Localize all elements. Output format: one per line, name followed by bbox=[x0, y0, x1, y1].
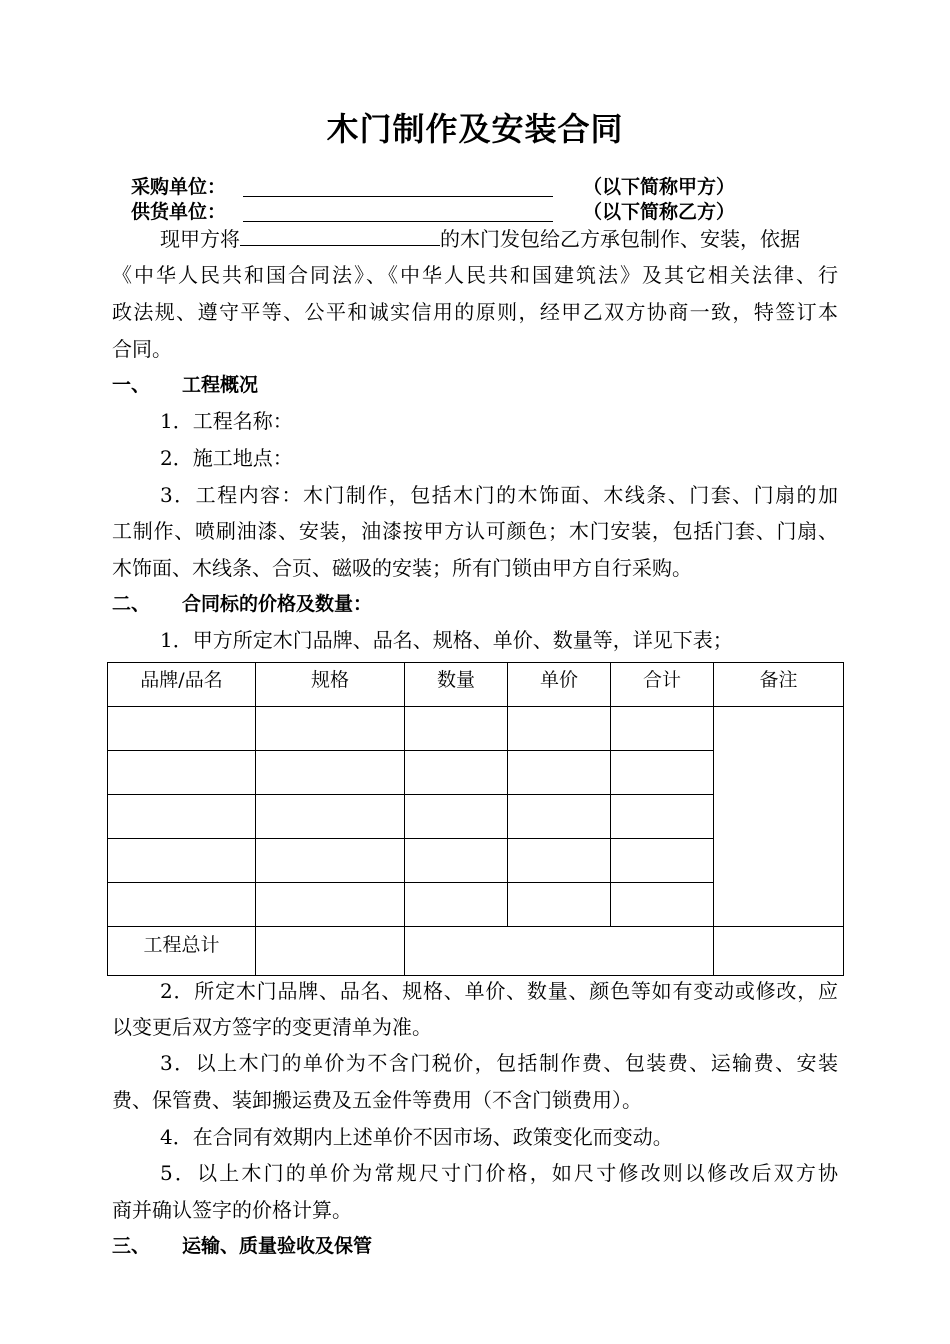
s2-item-5-line-1: 5．以上木门的单价为常规尺寸门价格，如尺寸修改则以修改后双方协 bbox=[160, 1161, 838, 1185]
price-table bbox=[107, 662, 844, 976]
header-brand: 品牌/品名 bbox=[108, 663, 256, 707]
table-cell[interactable] bbox=[108, 795, 256, 839]
s2-item-3-line-2: 费、保管费、装卸搬运费及五金件等费用（不含门锁费用）。 bbox=[112, 1088, 642, 1112]
table-cell[interactable] bbox=[405, 839, 508, 883]
buyer-suffix: （以下简称甲方） bbox=[583, 176, 736, 198]
s1-item-3-line-3: 木饰面、木线条、合页、磁吸的安装；所有门锁由甲方自行采购。 bbox=[112, 556, 692, 580]
buyer-line bbox=[131, 174, 831, 200]
table-cell[interactable] bbox=[256, 707, 405, 751]
header-subtotal: 合计 bbox=[611, 663, 714, 707]
buyer-blank bbox=[243, 196, 553, 197]
s2-item-3-line-1: 3．以上木门的单价为不含门税价，包括制作费、包装费、运输费、安装 bbox=[160, 1051, 838, 1075]
section-3-title: 运输、质量验收及保管 bbox=[182, 1235, 373, 1257]
remarks-cell[interactable] bbox=[714, 707, 844, 927]
total-remarks-cell[interactable] bbox=[714, 927, 844, 976]
table-cell[interactable] bbox=[256, 751, 405, 795]
supplier-blank bbox=[243, 221, 553, 222]
header-spec: 规格 bbox=[256, 663, 405, 707]
s2-item-2-line-1: 2．所定木门品牌、品名、规格、单价、数量、颜色等如有变动或修改，应 bbox=[160, 979, 838, 1003]
table-cell[interactable] bbox=[108, 883, 256, 927]
s1-item-1: 1．工程名称： bbox=[160, 409, 293, 433]
total-cell[interactable] bbox=[256, 927, 405, 976]
intro-line-4: 合同。 bbox=[112, 337, 172, 361]
header-quantity: 数量 bbox=[405, 663, 508, 707]
table-cell[interactable] bbox=[611, 883, 714, 927]
header-remarks: 备注 bbox=[714, 663, 844, 707]
s2-item-2-line-2: 以变更后双方签字的变更清单为准。 bbox=[112, 1015, 432, 1039]
buyer-label: 采购单位： bbox=[131, 176, 227, 198]
table-cell[interactable] bbox=[611, 839, 714, 883]
table-cell[interactable] bbox=[611, 707, 714, 751]
section-2-number: 二、 bbox=[112, 593, 151, 615]
document-title: 木门制作及安装合同 bbox=[326, 110, 624, 148]
section-3-number: 三、 bbox=[112, 1235, 151, 1257]
table-cell[interactable] bbox=[508, 883, 611, 927]
intro-line-1 bbox=[160, 225, 800, 252]
intro-line-3: 政法规、遵守平等、公平和诚实信用的原则，经甲乙双方协商一致，特签订本 bbox=[112, 300, 838, 324]
s2-item-1: 1．甲方所定木门品牌、品名、规格、单价、数量等，详见下表； bbox=[160, 628, 733, 652]
s2-item-4: 4．在合同有效期内上述单价不因市场、政策变化而变动。 bbox=[160, 1125, 673, 1149]
supplier-suffix: （以下简称乙方） bbox=[583, 201, 736, 223]
header-unit-price: 单价 bbox=[508, 663, 611, 707]
table-cell[interactable] bbox=[256, 795, 405, 839]
table-cell[interactable] bbox=[405, 795, 508, 839]
section-1-number: 一、 bbox=[112, 374, 151, 396]
supplier-line bbox=[131, 199, 831, 225]
section-1-title: 工程概况 bbox=[182, 374, 259, 396]
table-cell[interactable] bbox=[508, 751, 611, 795]
table-cell[interactable] bbox=[405, 883, 508, 927]
s1-item-2: 2．施工地点： bbox=[160, 446, 293, 470]
table-cell[interactable] bbox=[108, 707, 256, 751]
table-cell[interactable] bbox=[611, 795, 714, 839]
table-cell[interactable] bbox=[256, 839, 405, 883]
table-cell[interactable] bbox=[108, 751, 256, 795]
intro-part2: 的木门发包给乙方承包制作、安装，依据 bbox=[440, 227, 800, 251]
table-cell[interactable] bbox=[405, 707, 508, 751]
table-cell[interactable] bbox=[508, 795, 611, 839]
intro-line-2: 《中华人民共和国合同法》、《中华人民共和国建筑法》及其它相关法律、行 bbox=[112, 263, 838, 287]
section-2-title: 合同标的价格及数量： bbox=[182, 593, 373, 615]
supplier-label: 供货单位： bbox=[131, 201, 227, 223]
s1-item-3-line-2: 工制作、喷刷油漆、安装，油漆按甲方认可颜色；木门安装，包括门套、门扇、 bbox=[112, 519, 838, 543]
total-label: 工程总计 bbox=[108, 927, 256, 976]
table-cell[interactable] bbox=[508, 707, 611, 751]
project-blank bbox=[240, 225, 440, 246]
s2-item-5-line-2: 商并确认签字的价格计算。 bbox=[112, 1198, 352, 1222]
table-cell[interactable] bbox=[611, 751, 714, 795]
s1-item-3-line-1: 3．工程内容：木门制作，包括木门的木饰面、木线条、门套、门扇的加 bbox=[160, 483, 838, 507]
table-cell[interactable] bbox=[508, 839, 611, 883]
table-header-row bbox=[108, 663, 844, 707]
table-cell[interactable] bbox=[256, 883, 405, 927]
table-cell[interactable] bbox=[108, 839, 256, 883]
table-row bbox=[108, 707, 844, 751]
table-total-row bbox=[108, 927, 844, 976]
table-cell[interactable] bbox=[405, 751, 508, 795]
total-amount-cell[interactable] bbox=[405, 927, 714, 976]
intro-part1: 现甲方将 bbox=[160, 227, 240, 251]
